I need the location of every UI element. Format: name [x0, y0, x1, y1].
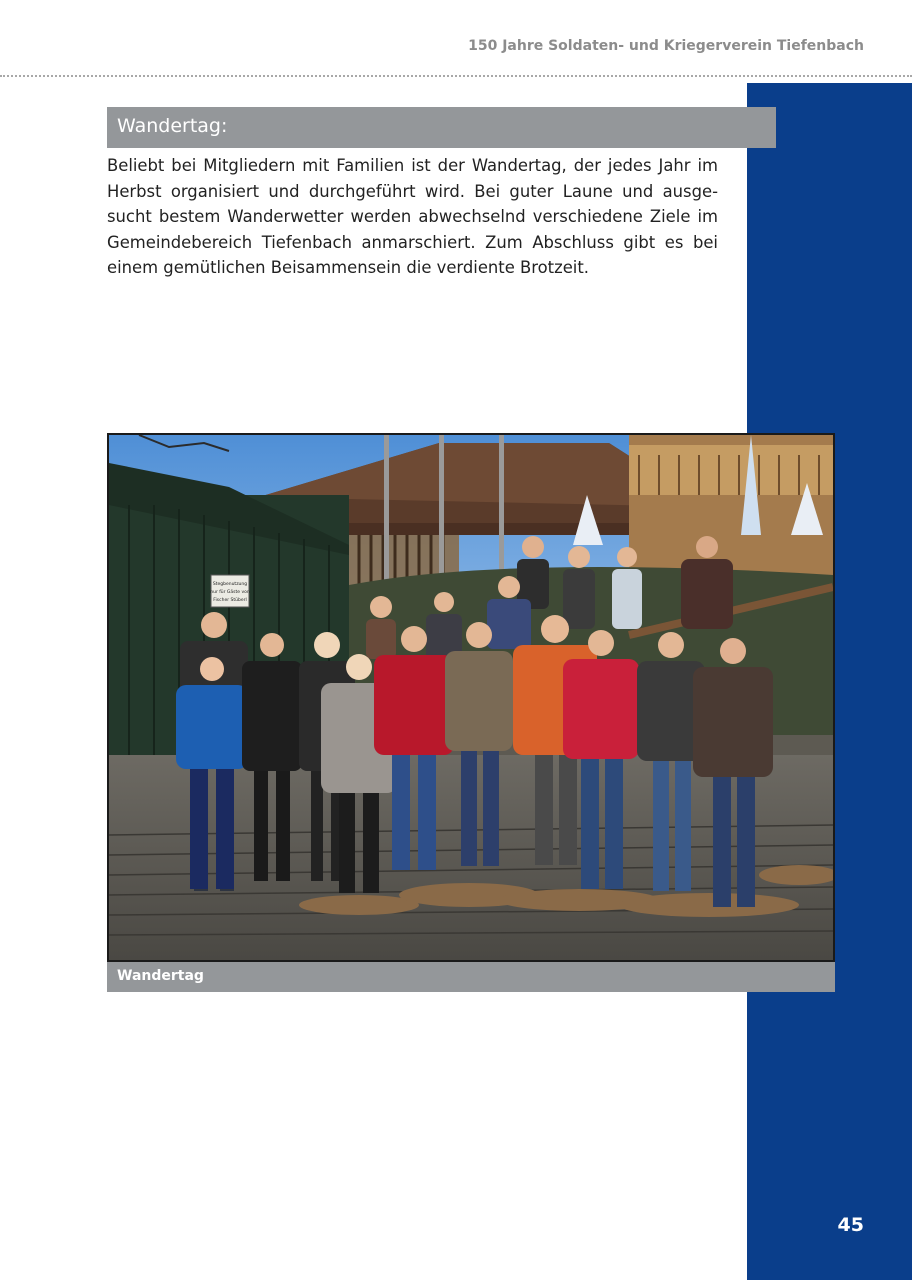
running-header: 150 Jahre Soldaten- und Kriegerverein Tiefenbach — [468, 38, 864, 54]
photo-caption: Wandertag — [107, 962, 835, 992]
page-number: 45 — [837, 1214, 864, 1236]
sign-line-3: Fischer Stüberl — [213, 598, 247, 603]
body-paragraph: Beliebt bei Mitgliedern mit Familien ist der Wandertag, der jedes Jahr im Herbst organisiert und durchgeführt wird. Bei guter Laune und ausge-sucht bestem Wanderwetter werden abwechselnd verschiedene Ziele im Gemeindebereich Tiefenbach anmarschiert. Zum Abschluss gibt es bei einem gemütlichen Beisammensein die verdiente Brotzeit. — [107, 156, 718, 277]
header-divider — [0, 75, 912, 77]
sign-line-2: nur für Gäste von — [210, 590, 250, 595]
sign-line-1: Stegbenutzung — [212, 582, 248, 587]
group-photo — [107, 433, 835, 962]
section-heading: Wandertag: — [107, 107, 776, 148]
